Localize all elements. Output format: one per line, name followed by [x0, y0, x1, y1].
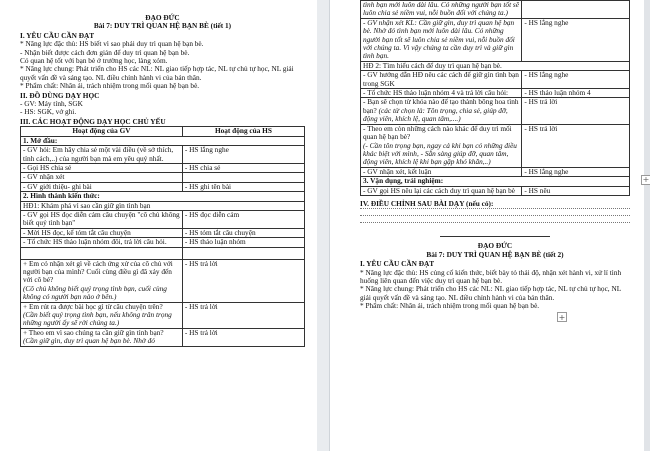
table-row [21, 247, 305, 259]
dotted-line [360, 222, 630, 229]
lesson-title: Bài 7: DUY TRÌ QUAN HỆ BẠN BÈ (tiết 1) [93, 21, 232, 31]
section-heading-requirements-2: I. YÊU CẦU CẦN ĐẠT [360, 259, 435, 269]
table-cell [21, 328, 183, 346]
table-cell: - HS lắng nghe [522, 71, 630, 89]
table-cell: 2. Hình thành kiến thức: [21, 192, 305, 201]
table-cell: - HS trả lời [522, 124, 630, 167]
table-cell: 1. Mở đầu: [21, 136, 305, 145]
lesson-title-2: Bài 7: DUY TRÌ QUAN HỆ BẠN BÈ (tiết 2) [426, 249, 564, 259]
document-page-right [329, 0, 644, 451]
question-text: - Theo em còn những cách nào khác để duy trì mối quan hệ bạn bè? [363, 123, 512, 142]
table-cell: - HS ghi tên bài [182, 182, 304, 191]
table-cell: - HS nêu [522, 186, 630, 195]
table-header-row [21, 127, 305, 136]
paragraph: - HS: SGK, vở ghi. [20, 107, 77, 117]
document-page-left [0, 0, 317, 451]
section-heading-adjustment: IV. ĐIỀU CHỈNH SAU BÀI DẠY (nếu có): [360, 198, 494, 208]
table-cell: - HS thảo luận nhóm [182, 238, 304, 247]
table-row [361, 177, 630, 186]
table-cell: - GV nhận xét, kết luận [361, 167, 522, 176]
section-heading-activities: III. CÁC HOẠT ĐỘNG DẠY HỌC CHỦ YẾU [20, 116, 166, 126]
table-cell: - GV hướng dẫn HĐ nêu các cách để giữ gìn tình bạn trong SGK [361, 71, 522, 89]
table-header-student: Hoạt động của HS [182, 127, 304, 136]
table-row [361, 186, 630, 195]
table-cell: - Gọi HS chia sẻ [21, 163, 183, 172]
table-cell: - Tổ chức HS thảo luận nhóm 4 và trả lời câu hỏi: [361, 89, 522, 98]
table-cell: - HS chia sẻ [182, 163, 304, 172]
table-row [361, 18, 630, 61]
table-cell: - GV gọi HS nêu lại các cách duy trì quan hệ bạn bè [361, 186, 522, 195]
answer-text: (Cần biết quý trọng tình bạn, nếu không trân trọng những người ấy sẽ rời chúng ta.) [23, 310, 172, 328]
table-cell [361, 124, 522, 167]
answer-text: (Cô chủ không biết quý trọng tình bạn, cuối cùng không có người bạn nào ở bên.) [23, 283, 167, 302]
table-cell [522, 1, 630, 19]
paragraph: * Năng lực chung: Phát triển cho HS các NL: NL giao tiếp hợp tác, NL tự chủ tự học, NL giải quyết vấn đề và sáng tạo. NL điều chỉnh hành vi của bản thân. [20, 64, 294, 82]
right-scroll-rail [644, 0, 650, 451]
table-cell: - HS trả lời [522, 98, 630, 124]
answer-text: (các từ chọn là: Tôn trọng, chia sẻ, giúp đỡ, động viên, khích lệ, quan tâm,....) [363, 105, 508, 124]
dotted-line [360, 208, 630, 215]
table-cell: - HS trả lời [182, 302, 304, 328]
table-cell: - HS lắng nghe [522, 18, 630, 61]
answer-text: (- Cần tôn trọng bạn, ngay cả khi bạn có những điều khác biệt với mình, - Sẵn sàng giúp đỡ, quan tâm, động viên, khích lệ khi bạn gặp khó khăn,..) [363, 140, 517, 167]
question-text: + Theo em vì sao chúng ta cần giữ gìn tình bạn? [23, 327, 164, 337]
table-cell: - Tổ chức HS thảo luận nhóm đôi, trả lời câu hỏi. [21, 238, 183, 247]
paragraph: * Năng lực đặc thù: HS biết vì sao phải duy trì quan hệ bạn bè. [20, 39, 204, 49]
table-row [21, 210, 305, 228]
table-cell: - GV hỏi: Em hãy chia sẻ một vài điều (về sở thích, tính cách,..) của người bạn mà em yêu quý nhất. [21, 146, 183, 164]
add-row-plus-icon[interactable]: + [558, 313, 566, 322]
table-cell [361, 98, 522, 124]
table-cell [182, 173, 304, 182]
table-row [21, 146, 305, 164]
table-row [361, 1, 630, 19]
dotted-line [360, 215, 630, 222]
section-heading-requirements: I. YÊU CẦU CẦN ĐẠT [20, 30, 95, 40]
table-cell [21, 247, 183, 259]
table-cell: - HS trả lời [182, 328, 304, 346]
question-text: - Bạn sẽ chọn từ khóa nào để tạo thành bông hoa tình bạn? [363, 97, 519, 115]
table-row [21, 238, 305, 247]
paragraph: * Năng lực chung: Phát triển cho HS các NL: NL giao tiếp hợp tác, NL tự chủ tự học, NL giải quyết vấn đề và sáng tạo. NL điều chỉnh hành vi của bản thân. [360, 284, 621, 302]
activity-table-continued [360, 0, 630, 196]
table-row [21, 173, 305, 182]
section-heading-tools: II. ĐỒ DÙNG DẠY HỌC [20, 90, 100, 100]
table-cell: - GV nhận xét [21, 173, 183, 182]
table-row [361, 98, 630, 124]
question-text: + Em rút ra được bài học gì từ câu chuyện trên? [23, 301, 163, 311]
table-cell: - GV nhận xét KL: Cần giữ gìn, duy trì quan hệ bạn bè. Nhờ đó tình bạn mới luôn dài lâu. Có những người bạn tốt sẽ luôn chia sẻ niềm vui, nỗi buồn đối với chúng ta. Vì vậy chúng ta cần duy trì và giữ gìn tình bạn. [361, 18, 522, 61]
paragraph: * Phẩm chất: Nhân ái, trách nhiệm trong mối quan hệ bạn bè. [360, 301, 540, 311]
table-row [21, 192, 305, 201]
table-cell: - GV gọi HS đọc diễn cảm câu chuyện "cô chủ không biết quý tình bạn" [21, 210, 183, 228]
table-cell: - HS lắng nghe [522, 167, 630, 176]
table-cell: - Mời HS đọc, kể tóm tắt câu chuyện [21, 228, 183, 237]
table-row [21, 302, 305, 328]
divider [440, 236, 550, 237]
table-cell: - GV giới thiệu- ghi bài [21, 182, 183, 191]
paragraph: * Năng lực đặc thù: HS củng cố kiến thức, biết bày tỏ thái độ, nhận xét hành vi, xử lí tình huống liên quan đến việc duy trì quan hệ bạn bè. [360, 267, 622, 285]
paragraph: * Phẩm chất: Nhân ái, trách nhiệm trong mối quan hệ bạn bè. [20, 81, 200, 91]
table-cell: - HS lắng nghe [182, 146, 304, 164]
paragraph: - Nhận biết được cách đơn giản để duy trì quan hệ bạn bè. [20, 47, 190, 57]
table-cell: HĐ 2: Tìm hiểu cách để duy trì quan hệ bạn bè. [361, 61, 630, 70]
answer-text: (Cần giữ gìn, duy trì quan hệ bạn bè. Nhờ đó [23, 336, 155, 346]
table-row [21, 328, 305, 346]
question-text: + Em có nhận xét gì về cách ứng xử của cô chủ với người bạn của mình? Cuối cùng điều gì đã xảy đến với cô bé? [23, 258, 173, 285]
page-gutter [317, 0, 329, 451]
table-cell: tình bạn mới luôn dài lâu. Có những người bạn tốt sẽ luôn chia sẻ niềm vui, nỗi buồn đối với chúng ta.) [361, 1, 522, 19]
table-row [361, 71, 630, 89]
table-cell [182, 247, 304, 259]
table-cell: HĐ1: Khám phá vì sao cần giữ gìn tình bạn [21, 201, 305, 210]
table-cell: - HS trả lời [182, 259, 304, 302]
paragraph: Có quan hệ tốt với bạn bè ở trường học, làng xóm. [20, 56, 168, 66]
table-cell: - HS tóm tắt câu chuyện [182, 228, 304, 237]
paragraph: - GV: Máy tính, SGK [20, 99, 83, 109]
table-row [361, 124, 630, 167]
side-plus-icon[interactable]: + [642, 175, 650, 184]
subject-heading: ĐẠO ĐỨC [145, 13, 180, 22]
table-cell [21, 259, 183, 302]
subject-heading-2: ĐẠO ĐỨC [477, 241, 513, 251]
table-cell: - HS đọc diễn cảm [182, 210, 304, 228]
table-cell: 3. Vận dụng, trải nghiệm: [361, 177, 630, 186]
table-cell: - HS thảo luận nhóm 4 [522, 89, 630, 98]
activity-table [20, 126, 305, 346]
table-row [21, 259, 305, 302]
table-cell [21, 302, 183, 328]
table-header-teacher: Hoạt động của GV [21, 127, 183, 136]
